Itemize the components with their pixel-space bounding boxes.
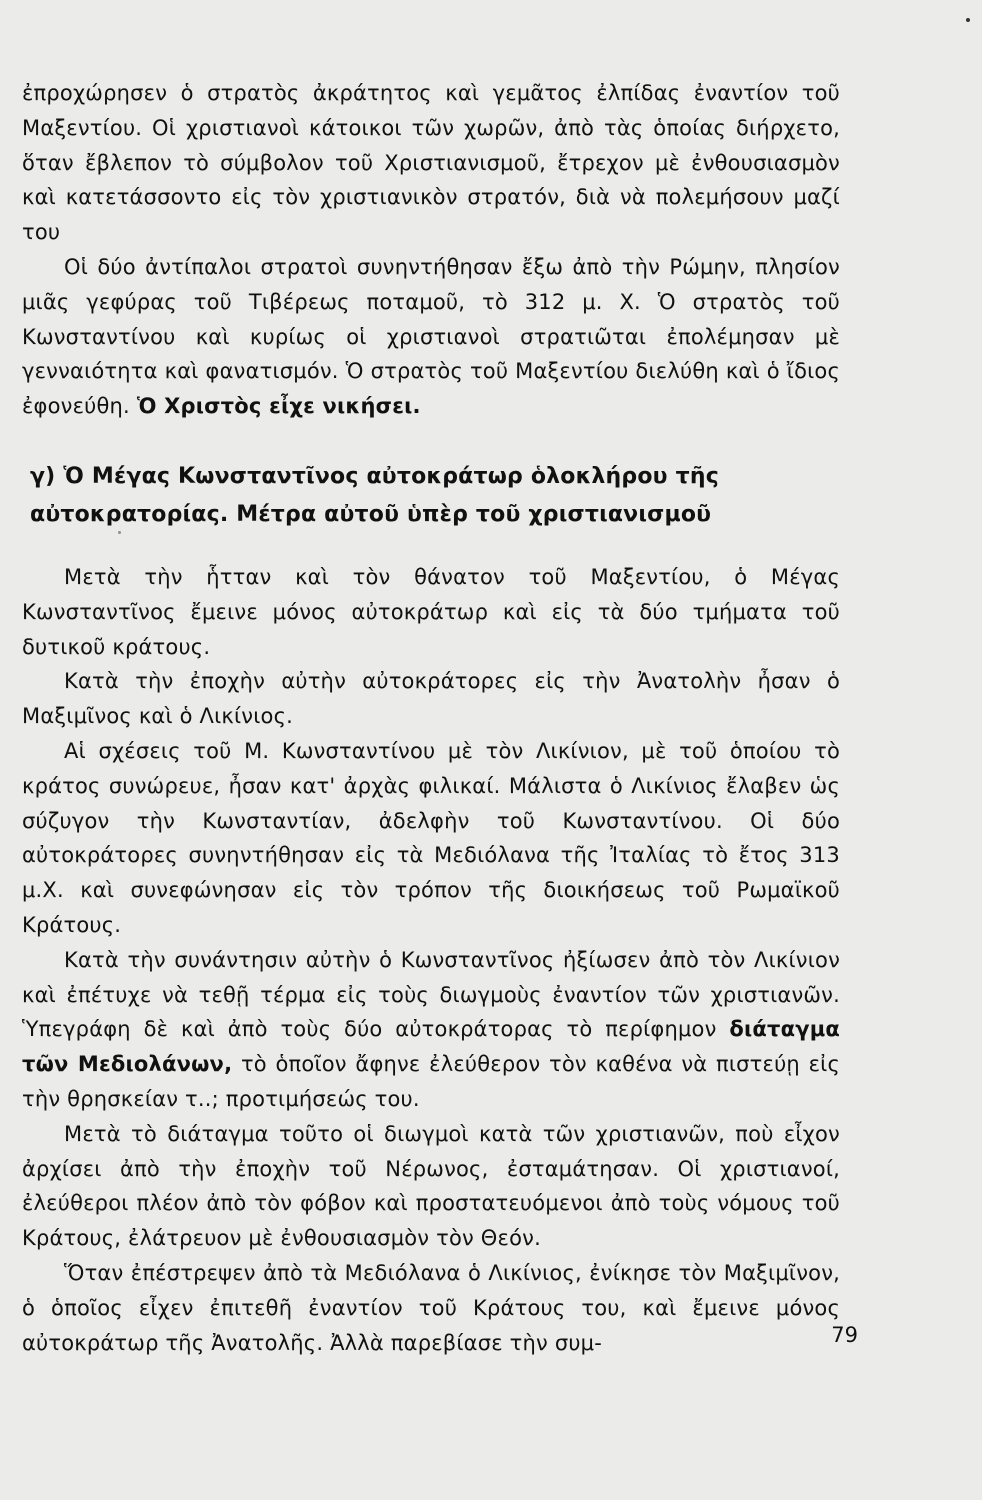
section-heading [30, 458, 840, 534]
paragraph-3: Μετὰ τὴν ἧτταν καὶ τὸν θάνατον τοῦ Μαξεντίου, ὁ Μέγας Κωνσταντῖνος ἔμεινε μόνος αὐτοκράτωρ καὶ εἰς τὰ δύο τμήματα τοῦ δυτικοῦ κράτους. [22, 564, 840, 659]
scan-speck [966, 18, 970, 22]
section-heading-line-2: αὐτοκρατορίας. Μέτρα αὐτοῦ ὑπὲρ τοῦ χριστιανισμοῦ [30, 501, 712, 527]
paragraph-7: Μετὰ τὸ διάταγμα τοῦτο οἱ διωγμοὶ κατὰ τῶν χριστιανῶν, ποὺ εἶχον ἀρχίσει ἀπὸ τὴν ἐποχὴν τοῦ Νέρωνος, ἐσταμάτησαν. Οἱ χριστιανοί, ἐλεύθεροι πλέον ἀπὸ τὸν φόβον καὶ προστατευόμενοι ἀπὸ τοὺς νόμους τοῦ Κράτους, ἐλάτρευον μὲ ἐνθουσιασμὸν τὸν Θεόν. [22, 1121, 840, 1251]
paragraph-4: Κατὰ τὴν ἐποχὴν αὐτὴν αὐτοκράτορες εἰς τὴν Ἀνατολὴν ἦσαν ὁ Μαξιμῖνος καὶ ὁ Λικίνιος. [22, 669, 840, 729]
paragraph-1: ἐπροχώρησεν ὁ στρατὸς ἀκράτητος καὶ γεμᾶτος ἐλπίδας ἐναντίον τοῦ Μαξεντίου. Οἱ χριστιανοὶ κάτοικοι τῶν χωρῶν, ἀπὸ τὰς ὁποίας διήρχετο, ὅταν ἔβλεπον τὸ σύμβολον τοῦ Χριστιανισμοῦ, ἔτρεχον μὲ ἐνθουσιασμὸν καὶ κατετάσσοντο εἰς τὸν χριστιανικὸν στρατόν, διὰ νὰ πολεμήσουν μαζί του [22, 81, 840, 245]
paragraph-5: Αἱ σχέσεις τοῦ Μ. Κωνσταντίνου μὲ τὸν Λικίνιον, μὲ τοῦ ὁποίου τὸ κράτος συνώρευε, ἦσαν κατ' ἀρχὰς φιλικαί. Μάλιστα ὁ Λικίνιος ἔλαβεν ὡς σύζυγον τὴν Κωνσταντίαν, ἀδελφὴν τοῦ Κωνσταντίνου. Οἱ δύο αὐτοκράτορες συνηντήθησαν εἰς τὰ Μεδιόλανα τῆς Ἰταλίας τὸ ἔτος 313 μ.Χ. καὶ συνεφώνησαν εἰς τὸν τρόπον τῆς διοικήσεως τοῦ Ρωμαϊκοῦ Κράτους. [22, 738, 840, 937]
paragraph-6-text-before: Κατὰ τὴν συνάντησιν αὐτὴν ὁ Κωνσταντῖνος ἠξίωσεν ἀπὸ τὸν Λικίνιον καὶ ἐπέτυχε νὰ τεθῇ τέρμα εἰς τοὺς διωγμοὺς ἐναντίον τῶν χριστιανῶν. Ὑπεγράφη δὲ καὶ ἀπὸ τοὺς δύο αὐτοκράτορας τὸ περίφημον [22, 947, 840, 1042]
body-text [22, 76, 840, 1360]
section-heading-line-1: γ) Ὁ Μέγας Κωνσταντῖνος αὐτοκράτωρ ὁλοκλήρου τῆς [30, 463, 719, 489]
paragraph-6 [22, 943, 840, 1117]
paragraph-8: Ὅταν ἐπέστρεψεν ἀπὸ τὰ Μεδιόλανα ὁ Λικίνιος, ἐνίκησε τὸν Μαξιμῖνον, ὁ ὁποῖος εἶχεν ἐπιτεθῆ ἐναντίον τοῦ Κράτους του, καὶ ἔμεινε μόνος αὐτοκράτωρ τῆς Ἀνατολῆς. Ἀλλὰ παρεβίασε τὴν συμ- [22, 1260, 840, 1355]
edict-of-milan-term: διάταγμα τῶν Μεδιολάνων, [22, 1017, 840, 1077]
paragraph-2 [22, 250, 840, 424]
paragraph-2-text: Οἱ δύο ἀντίπαλοι στρατοὶ συνηντήθησαν ἔξω ἀπὸ τὴν Ρώμην, πλησίον μιᾶς γεφύρας τοῦ Τιβέρεως ποταμοῦ, τὸ 312 μ. Χ. Ὁ στρατὸς τοῦ Κωνσταντίνου καὶ κυρίως οἱ χριστιανοὶ στρατιῶται ἐπολέμησαν μὲ γενναιότητα καὶ φανατισμόν. Ὁ στρατὸς τοῦ Μαξεντίου διελύθη καὶ ὁ ἴδιος ἐφονεύθη. [22, 254, 840, 419]
page-number: 79 [831, 1323, 858, 1347]
paragraph-6-text-after: τὸ ὁποῖον ἄφηνε ἐλεύθερον τὸν καθένα νὰ πιστεύῃ εἰς τὴν θρησκείαν τ..; προτιμήσεώς του. [22, 1052, 840, 1111]
scan-speck [118, 531, 121, 534]
paragraph-2-bold-ending: Ὁ Χριστὸς εἶχε νικήσει. [136, 394, 421, 419]
